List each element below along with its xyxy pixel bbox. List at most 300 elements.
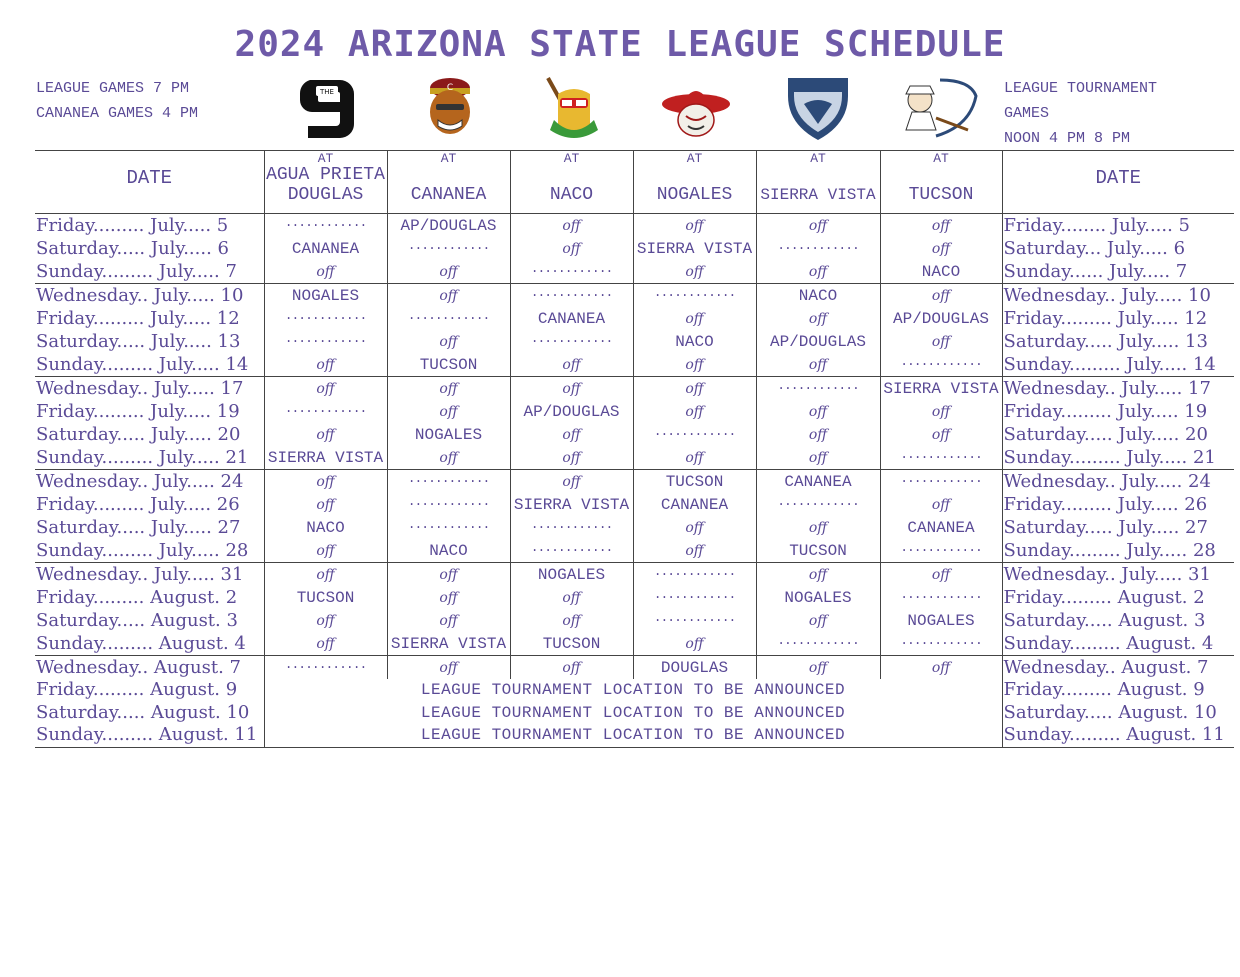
off-marker: off — [562, 356, 581, 373]
game-cell-tucson — [880, 609, 1002, 632]
date-cell-right: Friday........ July..... 5 — [1002, 214, 1234, 238]
game-opponent: SIERRA VISTA — [267, 448, 384, 467]
schedule-row — [35, 702, 1234, 725]
team-name: DOUGLAS — [287, 185, 364, 205]
game-cell-tucson — [880, 330, 1002, 353]
game-cell-tucson — [880, 446, 1002, 470]
team-header-cananea — [387, 151, 510, 214]
game-cell-naco — [510, 539, 633, 563]
game-opponent: ............ — [407, 517, 490, 532]
off-marker: off — [439, 403, 458, 420]
date-cell: Friday......... July..... 12 — [36, 307, 240, 329]
game-cell-cananea — [387, 516, 510, 539]
date-cell: Friday......... July..... 5 — [36, 214, 229, 236]
game-cell-sierra-vista — [756, 330, 880, 353]
game-opponent: ............ — [900, 354, 982, 369]
off-marker: off — [439, 566, 458, 583]
game-cell-douglas — [264, 632, 387, 656]
game-opponent: ............ — [900, 587, 982, 602]
note-line: LEAGUE TOURNAMENT — [1004, 80, 1158, 97]
date-cell: Saturday..... August. 3 — [36, 609, 238, 631]
schedule-row — [35, 214, 1234, 238]
off-marker: off — [685, 542, 704, 559]
game-opponent: NACO — [429, 541, 468, 560]
schedule-row — [35, 656, 1234, 680]
game-cell-cananea — [387, 656, 510, 680]
off-marker: off — [439, 287, 458, 304]
date-cell-right: Saturday..... July..... 13 — [1002, 330, 1234, 353]
schedule-row — [35, 724, 1234, 747]
game-opponent: NACO — [306, 518, 345, 537]
schedule-row — [35, 260, 1234, 284]
game-opponent: ............ — [530, 261, 613, 276]
game-cell-nogales — [633, 423, 756, 446]
off-marker: off — [316, 566, 335, 583]
nogales-logo — [658, 74, 734, 144]
schedule-row — [35, 563, 1234, 587]
date-header: DATE — [35, 151, 264, 214]
game-cell-naco — [510, 237, 633, 260]
game-opponent: TUCSON — [296, 588, 355, 607]
off-marker: off — [931, 403, 951, 420]
game-cell-naco — [510, 284, 633, 308]
game-cell-naco — [510, 353, 633, 377]
game-opponent: AP/DOUGLAS — [892, 309, 989, 328]
game-cell-cananea — [387, 586, 510, 609]
game-cell-cananea — [387, 539, 510, 563]
game-cell-douglas — [264, 214, 387, 238]
off-marker: off — [808, 519, 828, 536]
game-cell-cananea — [387, 307, 510, 330]
date-cell: Friday......... August. 2 — [36, 586, 238, 608]
game-cell-naco — [510, 330, 633, 353]
date-cell: Wednesday.. July..... 17 — [35, 377, 264, 401]
off-marker: off — [808, 310, 828, 327]
off-marker: off — [439, 380, 458, 397]
date-cell: Sunday......... August. 11 — [35, 724, 264, 747]
date-cell-right: Friday......... July..... 26 — [1002, 493, 1234, 516]
off-marker: off — [685, 263, 704, 280]
game-opponent: CANANEA — [291, 239, 360, 258]
off-marker: off — [808, 449, 828, 466]
game-opponent: TUCSON — [542, 634, 601, 653]
game-cell-sierra-vista — [756, 632, 880, 656]
game-cell-sierra-vista — [756, 586, 880, 609]
game-cell-tucson — [880, 400, 1002, 423]
game-cell-naco — [510, 307, 633, 330]
game-cell-nogales — [633, 237, 756, 260]
game-opponent: TUCSON — [419, 355, 478, 374]
game-cell-sierra-vista — [756, 516, 880, 539]
off-marker: off — [562, 473, 581, 490]
game-cell-cananea — [387, 353, 510, 377]
game-cell-sierra-vista — [756, 353, 880, 377]
note-line: GAMES — [1004, 105, 1050, 122]
game-opponent: ............ — [777, 494, 859, 509]
game-cell-cananea — [387, 609, 510, 632]
game-cell-tucson — [880, 307, 1002, 330]
game-cell-tucson — [880, 214, 1002, 238]
off-marker: off — [439, 333, 458, 350]
game-cell-nogales — [633, 563, 756, 587]
off-marker: off — [685, 356, 704, 373]
game-cell-cananea — [387, 470, 510, 494]
schedule-row — [35, 632, 1234, 656]
game-cell-cananea — [387, 284, 510, 308]
off-marker: off — [808, 659, 828, 676]
schedule-row — [35, 307, 1234, 330]
game-cell-naco — [510, 260, 633, 284]
game-opponent: ............ — [777, 378, 859, 393]
date-cell: Saturday..... July..... 20 — [36, 423, 241, 445]
game-opponent: ............ — [653, 610, 736, 625]
date-cell: Wednesday.. July..... 10 — [35, 284, 264, 308]
game-times-note — [36, 76, 198, 126]
game-cell-douglas — [264, 539, 387, 563]
game-cell-nogales — [633, 214, 756, 238]
game-cell-cananea — [387, 446, 510, 470]
game-opponent: AP/DOUGLAS — [769, 332, 866, 351]
date-cell-right: Sunday......... August. 4 — [1002, 632, 1234, 656]
off-marker: off — [685, 217, 704, 234]
game-cell-tucson — [880, 656, 1002, 680]
schedule-row — [35, 586, 1234, 609]
off-marker: off — [931, 240, 951, 257]
off-marker: off — [931, 496, 951, 513]
schedule-row — [35, 330, 1234, 353]
game-opponent: NACO — [921, 262, 961, 281]
off-marker: off — [931, 287, 951, 304]
game-opponent: NOGALES — [784, 588, 852, 607]
team-header-nogales — [633, 151, 756, 214]
game-cell-nogales — [633, 353, 756, 377]
game-opponent: ............ — [530, 540, 613, 555]
game-cell-sierra-vista — [756, 446, 880, 470]
game-cell-douglas — [264, 353, 387, 377]
game-opponent: DOUGLAS — [660, 658, 729, 677]
game-cell-douglas — [264, 470, 387, 494]
game-cell-cananea — [387, 563, 510, 587]
game-cell-cananea — [387, 493, 510, 516]
tournament-times-note — [1004, 76, 1157, 151]
game-cell-douglas — [264, 609, 387, 632]
schedule-row — [35, 377, 1234, 401]
game-cell-nogales — [633, 330, 756, 353]
game-cell-douglas — [264, 237, 387, 260]
schedule-row — [35, 400, 1234, 423]
date-cell-right: Friday......... July..... 19 — [1002, 400, 1234, 423]
game-cell-tucson — [880, 493, 1002, 516]
game-opponent: ............ — [530, 517, 613, 532]
off-marker: off — [439, 659, 458, 676]
off-marker: off — [808, 263, 828, 280]
game-cell-naco — [510, 563, 633, 587]
game-cell-douglas — [264, 586, 387, 609]
off-marker: off — [316, 356, 335, 373]
date-cell-right: Sunday...... July..... 7 — [1002, 260, 1234, 284]
game-opponent: ............ — [284, 657, 367, 672]
team-name: SIERRA VISTA — [760, 186, 876, 204]
off-marker: off — [685, 449, 704, 466]
game-cell-douglas — [264, 377, 387, 401]
game-opponent: ............ — [284, 331, 367, 346]
schedule-row — [35, 353, 1234, 377]
date-cell: Wednesday.. August. 7 — [35, 656, 264, 680]
game-opponent: ............ — [407, 471, 490, 486]
off-marker: off — [808, 356, 828, 373]
off-marker: off — [562, 589, 581, 606]
date-cell-right: Friday......... August. 9 — [1002, 679, 1234, 702]
game-opponent: ............ — [777, 238, 859, 253]
game-opponent: CANANEA — [784, 472, 852, 491]
game-cell-nogales — [633, 284, 756, 308]
game-cell-sierra-vista — [756, 260, 880, 284]
game-cell-sierra-vista — [756, 539, 880, 563]
team-header-naco — [510, 151, 633, 214]
game-opponent: ............ — [284, 215, 367, 230]
date-cell: Sunday......... July..... 21 — [36, 446, 249, 468]
game-cell-naco — [510, 493, 633, 516]
game-cell-tucson — [880, 516, 1002, 539]
date-cell: Sunday......... July..... 28 — [36, 539, 249, 561]
game-cell-cananea — [387, 400, 510, 423]
date-cell-right: Sunday......... August. 11 — [1002, 724, 1234, 747]
date-cell: Friday......... July..... 19 — [36, 400, 240, 422]
game-cell-cananea — [387, 330, 510, 353]
game-opponent: CANANEA — [537, 309, 606, 328]
game-cell-tucson — [880, 353, 1002, 377]
date-cell-right: Friday......... July..... 12 — [1002, 307, 1234, 330]
game-cell-douglas — [264, 563, 387, 587]
team-name: TUCSON — [908, 185, 974, 205]
game-cell-tucson — [880, 470, 1002, 494]
off-marker: off — [316, 426, 335, 443]
game-cell-douglas — [264, 330, 387, 353]
tournament-announcement: LEAGUE TOURNAMENT LOCATION TO BE ANNOUNCED — [264, 679, 1002, 702]
game-cell-tucson — [880, 632, 1002, 656]
game-cell-tucson — [880, 586, 1002, 609]
game-opponent: NACO — [675, 332, 714, 351]
off-marker: off — [316, 380, 335, 397]
game-cell-douglas — [264, 400, 387, 423]
tucson-logo — [892, 74, 968, 144]
game-opponent: ............ — [900, 540, 982, 555]
schedule-row — [35, 609, 1234, 632]
game-opponent: SIERRA VISTA — [390, 634, 507, 653]
game-opponent: SIERRA VISTA — [513, 495, 630, 514]
game-cell-sierra-vista — [756, 400, 880, 423]
game-cell-douglas — [264, 307, 387, 330]
off-marker: off — [562, 612, 581, 629]
at-label: AT — [563, 151, 580, 166]
game-cell-sierra-vista — [756, 237, 880, 260]
header-row — [35, 151, 1234, 214]
game-cell-cananea — [387, 377, 510, 401]
game-cell-sierra-vista — [756, 656, 880, 680]
off-marker: off — [439, 263, 458, 280]
game-cell-tucson — [880, 260, 1002, 284]
note-line: LEAGUE GAMES 7 PM — [36, 80, 190, 97]
schedule-table — [35, 150, 1234, 748]
naco-logo — [536, 74, 612, 144]
at-label: AT — [317, 151, 334, 166]
game-opponent: ............ — [407, 494, 490, 509]
game-opponent: CANANEA — [660, 495, 729, 514]
date-header-right: DATE — [1002, 151, 1234, 214]
game-cell-naco — [510, 377, 633, 401]
game-opponent: AP/DOUGLAS — [400, 216, 497, 235]
team-header-sierra-vista — [756, 151, 880, 214]
game-opponent: CANANEA — [907, 518, 975, 537]
game-opponent: ............ — [900, 447, 982, 462]
at-label: AT — [933, 151, 949, 166]
date-cell-right: Saturday..... July..... 27 — [1002, 516, 1234, 539]
game-cell-naco — [510, 214, 633, 238]
date-cell: Friday......... July..... 26 — [36, 493, 240, 515]
logo-text: C — [446, 83, 454, 93]
game-cell-nogales — [633, 446, 756, 470]
schedule-row — [35, 679, 1234, 702]
game-cell-cananea — [387, 423, 510, 446]
tournament-announcement: LEAGUE TOURNAMENT LOCATION TO BE ANNOUNCED — [264, 724, 1002, 747]
off-marker: off — [685, 519, 704, 536]
date-cell-right: Wednesday.. July..... 10 — [1002, 284, 1234, 308]
logo-text: THE — [320, 88, 334, 96]
off-marker: off — [685, 635, 704, 652]
off-marker: off — [562, 426, 581, 443]
team-name: CANANEA — [410, 185, 487, 205]
date-cell-right: Friday......... August. 2 — [1002, 586, 1234, 609]
game-cell-douglas — [264, 260, 387, 284]
game-cell-nogales — [633, 656, 756, 680]
game-cell-naco — [510, 516, 633, 539]
game-cell-nogales — [633, 516, 756, 539]
game-cell-nogales — [633, 260, 756, 284]
schedule-row — [35, 237, 1234, 260]
game-cell-nogales — [633, 586, 756, 609]
at-label: AT — [440, 151, 457, 166]
game-opponent: ............ — [407, 308, 490, 323]
game-opponent: SIERRA VISTA — [636, 239, 753, 258]
off-marker: off — [562, 217, 581, 234]
game-cell-cananea — [387, 260, 510, 284]
game-cell-naco — [510, 400, 633, 423]
off-marker: off — [316, 542, 335, 559]
game-opponent: ............ — [900, 471, 982, 486]
game-cell-sierra-vista — [756, 214, 880, 238]
game-cell-sierra-vista — [756, 377, 880, 401]
off-marker: off — [562, 240, 581, 257]
date-cell: Saturday..... July..... 6 — [36, 237, 229, 259]
game-cell-naco — [510, 632, 633, 656]
douglas-logo — [290, 74, 366, 144]
game-cell-sierra-vista — [756, 609, 880, 632]
game-opponent: TUCSON — [665, 472, 724, 491]
off-marker: off — [808, 217, 828, 234]
game-cell-tucson — [880, 539, 1002, 563]
date-cell: Sunday......... August. 4 — [36, 632, 246, 654]
game-opponent: ............ — [284, 308, 367, 323]
game-cell-sierra-vista — [756, 307, 880, 330]
team-name-line1: AGUA PRIETA — [266, 165, 385, 185]
game-opponent: ............ — [653, 587, 736, 602]
off-marker: off — [931, 333, 951, 350]
game-opponent: ............ — [900, 633, 982, 648]
off-marker: off — [685, 380, 704, 397]
off-marker: off — [808, 566, 828, 583]
game-cell-tucson — [880, 237, 1002, 260]
game-cell-cananea — [387, 214, 510, 238]
game-opponent: NOGALES — [291, 286, 360, 305]
game-cell-cananea — [387, 632, 510, 656]
game-cell-sierra-vista — [756, 284, 880, 308]
game-opponent: ............ — [284, 401, 367, 416]
schedule-row — [35, 423, 1234, 446]
off-marker: off — [316, 496, 335, 513]
game-opponent: NOGALES — [414, 425, 483, 444]
team-header-douglas — [264, 151, 387, 214]
schedule-row — [35, 539, 1234, 563]
game-cell-sierra-vista — [756, 423, 880, 446]
date-cell-right: Wednesday.. July..... 24 — [1002, 470, 1234, 494]
game-cell-naco — [510, 423, 633, 446]
game-cell-douglas — [264, 423, 387, 446]
schedule-row — [35, 493, 1234, 516]
date-cell-right: Saturday..... August. 10 — [1002, 702, 1234, 725]
game-opponent: ............ — [530, 331, 613, 346]
team-name: NACO — [549, 185, 594, 205]
game-cell-naco — [510, 586, 633, 609]
game-cell-nogales — [633, 632, 756, 656]
off-marker: off — [439, 589, 458, 606]
off-marker: off — [808, 426, 828, 443]
off-marker: off — [931, 566, 951, 583]
schedule-row — [35, 470, 1234, 494]
schedule-row — [35, 516, 1234, 539]
date-cell: Sunday......... July..... 7 — [36, 260, 237, 282]
date-cell: Sunday......... July..... 14 — [36, 353, 249, 375]
note-line: CANANEA GAMES 4 PM — [36, 105, 199, 122]
game-opponent: ............ — [653, 424, 736, 439]
schedule-body — [35, 214, 1234, 748]
off-marker: off — [316, 263, 335, 280]
date-cell-right: Sunday......... July..... 14 — [1002, 353, 1234, 377]
game-cell-tucson — [880, 377, 1002, 401]
game-opponent: AP/DOUGLAS — [523, 402, 620, 421]
game-opponent: TUCSON — [789, 541, 847, 560]
date-cell-right: Wednesday.. August. 7 — [1002, 656, 1234, 680]
off-marker: off — [562, 380, 581, 397]
cananea-logo — [414, 74, 490, 144]
date-cell-right: Saturday..... July..... 20 — [1002, 423, 1234, 446]
game-cell-sierra-vista — [756, 470, 880, 494]
off-marker: off — [808, 612, 828, 629]
team-name: NOGALES — [656, 185, 733, 205]
game-cell-nogales — [633, 493, 756, 516]
game-opponent: NACO — [798, 286, 838, 305]
game-cell-nogales — [633, 470, 756, 494]
game-opponent: ............ — [653, 285, 736, 300]
tournament-announcement: LEAGUE TOURNAMENT LOCATION TO BE ANNOUNCED — [264, 702, 1002, 725]
game-opponent: ............ — [407, 238, 490, 253]
date-cell: Wednesday.. July..... 24 — [35, 470, 264, 494]
game-cell-douglas — [264, 516, 387, 539]
off-marker: off — [562, 449, 581, 466]
game-cell-cananea — [387, 237, 510, 260]
off-marker: off — [439, 449, 458, 466]
note-line: NOON 4 PM 8 PM — [1004, 130, 1131, 147]
at-label: AT — [810, 151, 826, 166]
